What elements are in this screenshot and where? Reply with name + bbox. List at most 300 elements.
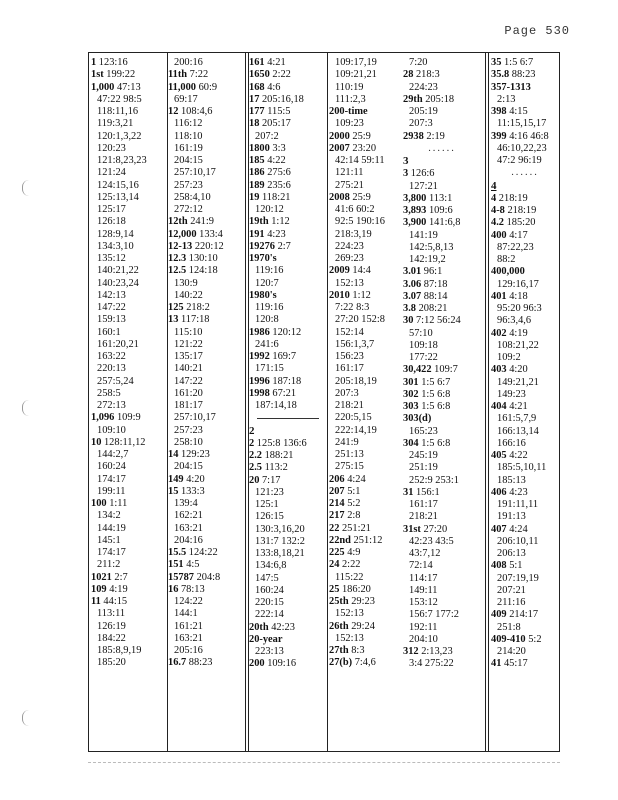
index-entry: 207:19,19 xyxy=(497,572,539,584)
index-entry: 1996 187:18 xyxy=(249,375,302,387)
index-entry: 144:1 xyxy=(174,608,198,620)
index-entry: 125:13,14 xyxy=(97,191,139,203)
index-entry: 1980's xyxy=(249,289,277,301)
index-entry: 134:2 xyxy=(97,510,121,522)
index-table xyxy=(88,52,560,752)
index-entry: 206:13 xyxy=(497,548,526,559)
index-entry: 7:20 xyxy=(409,57,428,68)
index-entry: 140:21,22 xyxy=(97,265,139,277)
index-entry: 401 4:18 xyxy=(491,290,528,302)
index-entry: 118:10 xyxy=(174,130,203,142)
index-entry: 303 1:5 6:8 xyxy=(403,401,451,412)
index-entry: 222:14,19 xyxy=(335,424,377,436)
index-entry: 96:3,4,6 xyxy=(497,315,532,327)
index-entry: 109:2 xyxy=(497,352,521,363)
index-entry: 110:19 xyxy=(335,81,364,93)
index-entry: 251:13 xyxy=(335,449,364,460)
index-entry: 149:23 xyxy=(497,388,526,400)
index-entry: 357-1313 xyxy=(491,81,531,93)
index-entry: 207:3 xyxy=(409,118,433,130)
index-entry: 109:23 xyxy=(335,118,364,130)
index-entry: 185:13 xyxy=(497,474,526,486)
index-entry: 191:11,11 xyxy=(497,499,539,510)
index-entry: 42:23 43:5 xyxy=(409,535,454,547)
index-entry: 2008 25:9 xyxy=(329,191,371,203)
index-entry: 214:20 xyxy=(497,646,526,657)
index-entry: 258:10 xyxy=(174,436,203,448)
index-entry: 258:4,10 xyxy=(174,191,211,203)
index-entry: 204:16 xyxy=(174,534,203,546)
index-entry: 251:8 xyxy=(497,621,521,633)
index-entry: 120:7 xyxy=(255,277,279,289)
index-entry: 225 4:9 xyxy=(329,547,361,558)
index-entry: 398 4:15 xyxy=(491,106,528,117)
index-entry: 19276 2:7 xyxy=(249,240,291,252)
index-entry: 200 109:16 xyxy=(249,658,297,670)
index-entry: 204:15 xyxy=(174,461,203,473)
index-entry: 214 5:2 xyxy=(329,498,361,509)
index-entry: 30,422 109:7 xyxy=(403,364,458,376)
section-heading: 2 xyxy=(249,424,255,437)
index-entry: 151 4:5 xyxy=(168,559,200,571)
index-entry: 1,000 47:13 xyxy=(91,81,141,93)
index-entry: 185:20 xyxy=(97,657,126,669)
index-entry: 144:19 xyxy=(97,522,126,534)
index-entry: 191:13 xyxy=(497,511,526,523)
index-entry: 129:16,17 xyxy=(497,278,539,290)
index-entry: 3,893 109:6 xyxy=(403,205,453,216)
index-entry: 206:10,11 xyxy=(497,535,539,547)
index-entry: 163:22 xyxy=(97,351,126,362)
index-entry: 1800 3:3 xyxy=(249,142,286,154)
index-entry: 204:10 xyxy=(409,633,438,645)
index-column-5 xyxy=(403,57,481,747)
index-entry: 400 4:17 xyxy=(491,229,528,241)
index-entry: 405 4:22 xyxy=(491,450,528,461)
index-entry: 24 2:22 xyxy=(329,559,361,571)
index-entry: 189 235:6 xyxy=(249,179,291,191)
index-entry: 4 218:19 xyxy=(491,192,528,204)
index-entry: 19th 1:12 xyxy=(249,216,290,228)
index-entry: 20 7:17 xyxy=(249,474,281,486)
index-entry: 11,000 60:9 xyxy=(168,81,218,93)
index-entry: 3.01 96:1 xyxy=(403,266,443,278)
index-entry: 4-8 218:19 xyxy=(491,205,537,216)
index-entry: 153:12 xyxy=(409,597,438,608)
index-entry: 12.5 124:18 xyxy=(168,265,218,277)
index-entry: 185:8,9,19 xyxy=(97,645,142,656)
index-entry: 13 117:18 xyxy=(168,314,210,326)
index-entry: 406 4:23 xyxy=(491,486,528,498)
index-entry: 162:21 xyxy=(174,510,203,522)
index-entry: 124:15,16 xyxy=(97,179,139,191)
index-entry: 17 205:16,18 xyxy=(249,93,304,105)
index-entry: 275:15 xyxy=(335,461,364,473)
index-entry: 3,900 141:6,8 xyxy=(403,217,461,229)
index-entry: 161:17 xyxy=(409,499,438,510)
index-entry: 35.8 88:23 xyxy=(491,69,536,81)
column-divider xyxy=(327,53,328,751)
index-entry: 400,000 xyxy=(491,266,525,278)
index-entry: 42:14 59:11 xyxy=(335,155,385,166)
index-entry: 3.8 208:21 xyxy=(403,303,448,314)
index-entry: 27(b) 7:4,6 xyxy=(329,657,376,669)
index-entry: 15 133:3 xyxy=(168,485,205,497)
index-entry: 251:19 xyxy=(409,462,438,474)
index-entry: 220:5,15 xyxy=(335,412,372,424)
index-entry: 161:5,7,9 xyxy=(497,413,537,425)
index-entry: 1992 169:7 xyxy=(249,351,297,362)
punch-hole-mark xyxy=(22,400,29,416)
index-entry: 35 1:5 6:7 xyxy=(491,57,534,68)
index-entry: 402 4:19 xyxy=(491,327,528,339)
index-entry: 205:16 xyxy=(174,645,203,656)
index-entry: 192:11 xyxy=(409,621,438,633)
index-entry: 139:4 xyxy=(174,498,198,509)
index-entry: 258:5 xyxy=(97,387,121,399)
index-entry: 185:5,10,11 xyxy=(497,462,547,474)
index-entry: 14 129:23 xyxy=(168,449,210,460)
index-entry: 241:6 xyxy=(255,338,279,350)
index-entry: 109:17,19 xyxy=(335,57,377,68)
index-entry: 140:22 xyxy=(174,289,203,301)
index-entry: 134:3,10 xyxy=(97,240,134,252)
index-entry: 301 1:5 6:7 xyxy=(403,376,451,388)
section-dots: ...... xyxy=(428,142,456,154)
index-entry: 131:7 132:2 xyxy=(255,535,305,547)
index-entry: 120:1,3,22 xyxy=(97,130,142,142)
index-entry: 399 4:16 46:8 xyxy=(491,130,549,142)
index-entry: 72:14 xyxy=(409,560,433,572)
index-entry: 147:22 xyxy=(97,302,126,313)
index-entry: 186 275:6 xyxy=(249,167,291,179)
index-entry: 47:2 96:19 xyxy=(497,155,542,166)
index-entry: 272:12 xyxy=(174,204,203,215)
index-entry: 161 4:21 xyxy=(249,57,286,68)
index-entry: 1021 2:7 xyxy=(91,571,128,583)
index-entry: 304 1:5 6:8 xyxy=(403,437,451,449)
index-column-4 xyxy=(329,57,399,747)
index-entry: 174:17 xyxy=(97,473,126,485)
index-entry: 20-year xyxy=(249,633,283,645)
index-entry: 3.06 87:18 xyxy=(403,278,448,290)
section-dots: ...... xyxy=(511,167,539,179)
index-entry: 69:17 xyxy=(174,93,198,105)
index-entry: 95:20 96:3 xyxy=(497,303,542,314)
index-entry: 142:13 xyxy=(97,289,126,301)
index-entry: 130:3,16,20 xyxy=(255,523,305,535)
index-entry: 121:8,23,23 xyxy=(97,155,147,166)
index-entry: 30 7:12 56:24 xyxy=(403,315,461,327)
index-entry: 119:16 xyxy=(255,302,284,313)
index-entry: 166:16 xyxy=(497,437,526,449)
index-entry: 149:11 xyxy=(409,584,438,596)
index-entry: 25 186:20 xyxy=(329,583,371,595)
index-entry: 156:7 177:2 xyxy=(409,609,459,621)
column-divider xyxy=(245,53,246,751)
index-entry: 3,800 113:1 xyxy=(403,192,453,204)
index-entry: 12.3 130:10 xyxy=(168,253,218,264)
index-entry: 119:16 xyxy=(255,265,284,277)
index-entry: 26th 29:24 xyxy=(329,620,375,632)
index-entry: 220:13 xyxy=(97,363,126,375)
index-entry: 3:4 275:22 xyxy=(409,658,454,670)
index-entry: 181:17 xyxy=(174,400,203,411)
index-entry: 257:10,17 xyxy=(174,167,216,179)
index-entry: 121:24 xyxy=(97,167,126,179)
index-entry: 218:21 xyxy=(335,400,364,411)
index-entry: 2007 23:20 xyxy=(329,142,377,154)
index-entry: 1970's xyxy=(249,253,277,264)
index-entry: 204:15 xyxy=(174,155,203,166)
index-entry: 223:13 xyxy=(255,646,284,657)
index-entry: 43:7,12 xyxy=(409,548,441,559)
index-entry: 100 1:11 xyxy=(91,498,128,509)
index-entry: 114:17 xyxy=(409,572,438,584)
index-entry: 257:23 xyxy=(174,179,203,191)
index-entry: 224:23 xyxy=(335,240,364,252)
index-entry: 142:5,8,13 xyxy=(409,241,454,253)
index-entry: 47:22 98:5 xyxy=(97,93,142,105)
index-entry: 211:2 xyxy=(97,559,121,571)
index-entry: 128:9,14 xyxy=(97,228,134,240)
index-entry: 2:13 xyxy=(497,93,516,105)
punch-hole-mark xyxy=(22,710,29,726)
index-entry: 269:23 xyxy=(335,253,364,264)
index-entry: 404 4:21 xyxy=(491,401,528,412)
index-entry: 120:12 xyxy=(255,204,284,215)
index-entry: 408 5:1 xyxy=(491,560,523,572)
column-divider xyxy=(485,53,486,751)
index-entry: 12-13 220:12 xyxy=(168,240,224,252)
index-entry: 87:22,23 xyxy=(497,241,534,253)
index-entry: 245:19 xyxy=(409,450,438,461)
index-entry: 109:21,21 xyxy=(335,69,377,81)
index-entry: 156:23 xyxy=(335,351,364,362)
index-entry: 1 123:16 xyxy=(91,57,128,68)
section-rule xyxy=(249,412,327,424)
index-entry: 152:13 xyxy=(335,632,364,644)
index-entry: 11:15,15,17 xyxy=(497,118,547,130)
index-entry: 4.2 185:20 xyxy=(491,217,536,229)
index-entry: 125:1 xyxy=(255,499,279,510)
index-entry: 152:14 xyxy=(335,326,364,338)
index-entry: 252:9 253:1 xyxy=(409,474,459,486)
index-entry: 141:19 xyxy=(409,229,438,241)
index-entry: 126:19 xyxy=(97,620,126,632)
index-entry: 207:3 xyxy=(335,387,359,399)
index-entry: 121:23 xyxy=(255,486,284,498)
index-entry: 241:9 xyxy=(335,436,359,448)
index-entry: 22 251:21 xyxy=(329,522,371,534)
index-entry: 46:10,22,23 xyxy=(497,142,547,154)
index-entry: 187:14,18 xyxy=(255,400,297,411)
index-entry: 1st 199:22 xyxy=(91,69,136,81)
index-entry: 134:6,8 xyxy=(255,560,287,572)
index-entry: 145:1 xyxy=(97,534,121,546)
index-entry: 303(d) xyxy=(403,413,432,425)
index-entry: 257:5,24 xyxy=(97,375,134,387)
index-entry: 409-410 5:2 xyxy=(491,633,542,645)
index-entry: 116:12 xyxy=(174,118,203,130)
index-entry: 133:8,18,21 xyxy=(255,548,305,559)
index-entry: 200:16 xyxy=(174,57,203,68)
index-entry: 135:17 xyxy=(174,351,203,362)
index-entry: 156:1,3,7 xyxy=(335,338,375,350)
index-entry: 191 4:23 xyxy=(249,228,286,240)
index-entry: 125 218:2 xyxy=(168,302,210,313)
index-entry: 109:10 xyxy=(97,424,126,436)
index-entry: 207:2 xyxy=(255,130,279,142)
index-entry: 168 4:6 xyxy=(249,81,281,93)
index-entry: 407 4:24 xyxy=(491,523,528,535)
index-entry: 121:11 xyxy=(335,167,364,179)
index-entry: 57:10 xyxy=(409,327,433,339)
index-entry: 147:5 xyxy=(255,572,279,584)
index-entry: 211:16 xyxy=(497,597,526,608)
index-entry: 224:23 xyxy=(409,81,438,93)
index-entry: 174:17 xyxy=(97,547,126,558)
index-entry: 144:2,7 xyxy=(97,449,129,460)
index-entry: 31st 27:20 xyxy=(403,523,448,535)
index-entry: 275:21 xyxy=(335,179,364,191)
index-entry: 2010 1:12 xyxy=(329,289,371,301)
index-entry: 111:2,3 xyxy=(335,93,366,105)
index-entry: 12 108:4,6 xyxy=(168,106,213,117)
index-entry: 142:19,2 xyxy=(409,254,446,265)
section-heading: 4 xyxy=(491,179,497,192)
index-entry: 15787 204:8 xyxy=(168,571,221,583)
index-entry: 409 214:17 xyxy=(491,609,539,621)
index-entry: 20th 42:23 xyxy=(249,621,295,633)
index-entry: 27:20 152:8 xyxy=(335,314,385,326)
index-entry: 2 125:8 136:6 xyxy=(249,437,307,449)
index-entry: 127:21 xyxy=(409,180,438,192)
index-entry: 130:9 xyxy=(174,277,198,289)
index-entry: 149 4:20 xyxy=(168,473,205,485)
index-entry: 7:22 8:3 xyxy=(335,302,370,313)
index-entry: 140:23,24 xyxy=(97,277,139,289)
index-entry: 312 2:13,23 xyxy=(403,646,453,657)
index-entry: 152:13 xyxy=(335,608,364,620)
index-entry: 15.5 124:22 xyxy=(168,547,218,558)
index-entry: 161:20 xyxy=(174,387,203,399)
punch-hole-mark xyxy=(22,180,29,196)
index-entry: 163:21 xyxy=(174,632,203,644)
index-entry: 10 128:11,12 xyxy=(91,436,146,448)
index-entry: 121:22 xyxy=(174,338,203,350)
index-entry: 199:11 xyxy=(97,485,126,497)
index-entry: 205:18,19 xyxy=(335,375,377,387)
index-entry: 1986 120:12 xyxy=(249,326,302,338)
index-entry: 126:15 xyxy=(255,511,284,523)
index-entry: 11 44:15 xyxy=(91,596,128,607)
section-heading: 3 xyxy=(403,155,409,167)
index-entry: 161:20,21 xyxy=(97,338,139,350)
index-entry: 119:3,21 xyxy=(97,118,134,130)
index-entry: 147:22 xyxy=(174,375,203,387)
index-entry: 92:5 190:16 xyxy=(335,216,385,228)
index-entry: 1,096 109:9 xyxy=(91,412,141,424)
index-entry: 257:23 xyxy=(174,424,203,436)
index-entry: 28 218:3 xyxy=(403,69,440,81)
index-column-1 xyxy=(91,57,165,747)
index-entry: 109:18 xyxy=(409,339,438,351)
index-entry: 160:24 xyxy=(255,584,284,596)
index-entry: 160:24 xyxy=(97,461,126,473)
page-number: Page 530 xyxy=(504,24,570,38)
index-entry: 177 115:5 xyxy=(249,106,291,117)
index-entry: 12,000 133:4 xyxy=(168,228,223,240)
index-entry: 1650 2:22 xyxy=(249,69,291,81)
index-column-2 xyxy=(168,57,244,747)
index-entry: 124:22 xyxy=(174,596,203,607)
index-entry: 161:19 xyxy=(174,142,203,154)
index-entry: 220:15 xyxy=(255,597,284,608)
index-entry: 2009 14:4 xyxy=(329,265,371,277)
index-entry: 206 4:24 xyxy=(329,473,366,485)
index-entry: 217 2:8 xyxy=(329,510,361,522)
index-entry: 16 78:13 xyxy=(168,583,205,595)
index-entry: 207 5:1 xyxy=(329,485,361,497)
index-entry: 184:22 xyxy=(97,632,126,644)
index-entry: 161:17 xyxy=(335,363,364,375)
index-entry: 11th 7:22 xyxy=(168,69,209,81)
index-entry: 18 205:17 xyxy=(249,118,291,130)
index-entry: 25th 29:23 xyxy=(329,596,375,607)
index-entry: 31 156:1 xyxy=(403,486,440,498)
index-entry: 41 45:17 xyxy=(491,658,528,670)
index-entry: 113:11 xyxy=(97,608,126,620)
index-entry: 166:13,14 xyxy=(497,425,539,437)
index-entry: 205:19 xyxy=(409,106,438,117)
index-entry: 1998 67:21 xyxy=(249,387,297,399)
index-entry: 218:21 xyxy=(409,511,438,523)
index-entry: 3.07 88:14 xyxy=(403,290,448,302)
index-entry: 22nd 251:12 xyxy=(329,534,383,546)
index-entry: 120:8 xyxy=(255,314,279,326)
index-entry: 41:6 60:2 xyxy=(335,204,375,215)
column-divider xyxy=(488,53,489,751)
index-entry: 149:21,21 xyxy=(497,376,539,388)
index-entry: 207:21 xyxy=(497,584,526,596)
index-entry: 19 118:21 xyxy=(249,191,291,203)
index-entry: 135:12 xyxy=(97,253,126,264)
index-entry: 108:21,22 xyxy=(497,339,539,351)
index-entry: 159:13 xyxy=(97,314,126,326)
index-entry: 118:11,16 xyxy=(97,106,139,117)
index-entry: 152:13 xyxy=(335,277,364,289)
index-entry: 185 4:22 xyxy=(249,155,286,166)
index-entry: 2938 2:19 xyxy=(403,130,445,142)
index-entry: 29th 205:18 xyxy=(403,93,455,105)
index-entry: 2000 25:9 xyxy=(329,130,371,142)
index-entry: 88:2 xyxy=(497,254,516,265)
index-column-3 xyxy=(249,57,327,747)
index-entry: 2.2 188:21 xyxy=(249,450,294,461)
index-entry: 160:1 xyxy=(97,326,121,338)
index-entry: 16.7 88:23 xyxy=(168,657,213,669)
index-entry: 161:21 xyxy=(174,620,203,632)
index-column-6 xyxy=(491,57,559,747)
index-entry: 109 4:19 xyxy=(91,583,128,595)
index-entry: 27th 8:3 xyxy=(329,645,365,656)
index-entry: 200-time xyxy=(329,106,368,117)
index-entry: 171:15 xyxy=(255,363,284,375)
index-entry: 177:22 xyxy=(409,352,438,363)
index-entry: 120:23 xyxy=(97,142,126,154)
index-entry: 403 4:20 xyxy=(491,364,528,376)
